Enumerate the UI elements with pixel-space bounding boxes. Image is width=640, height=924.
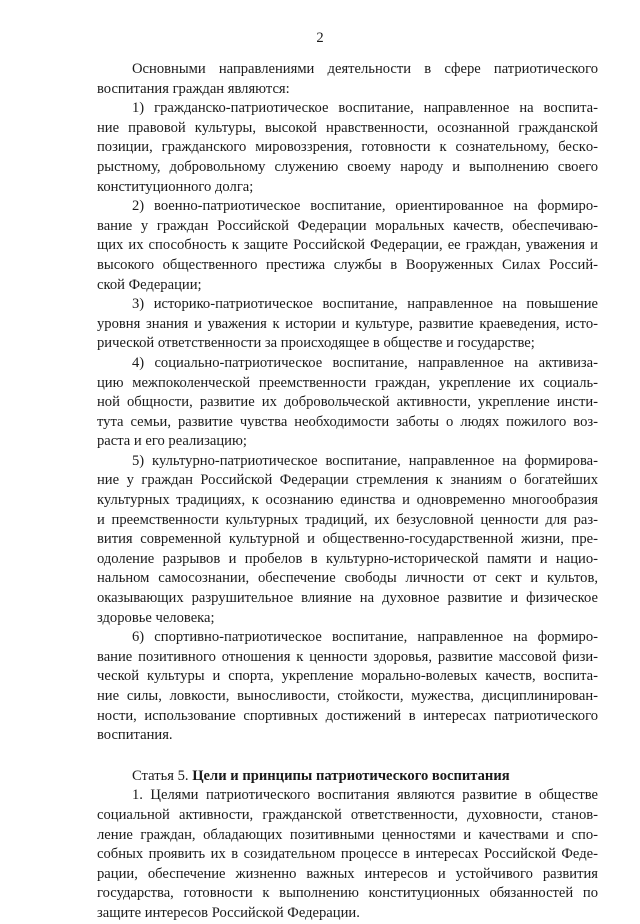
text-line: ние силы, ловкости, выносливости, стойкости, мужества, дисциплинирован-	[97, 688, 598, 704]
text-line: ние у граждан Российской Федерации стремления к знаниям о богатейших	[97, 472, 598, 489]
text-line: тута семьи, развитие чувства необходимости заботы о людях пожилого воз-	[97, 413, 598, 430]
text-line: ной общности, развитие их добровольческой активности, укрепление инсти-	[97, 394, 598, 411]
text-line: 6) спортивно-патриотическое воспитание, направленное на формиро-	[132, 629, 598, 646]
text-line: рыстному, добровольному служению своему народу и выполнению своего	[97, 158, 598, 175]
text-line: высокого общественного престижа службы в Вооруженных Силах Россий-	[97, 256, 598, 273]
text-line: здоровье человека;	[97, 609, 215, 626]
text-line: социальной активности, гражданской ответственности, духовности, станов-	[97, 806, 598, 823]
paragraph	[97, 786, 598, 923]
document-body	[97, 60, 598, 924]
paragraph	[97, 60, 598, 99]
text-line: ление граждан, обладающих позитивными ценностями и качествами и спо-	[97, 826, 598, 843]
text-line: вития современной культурной и общественно-государственной жизни, пре-	[97, 531, 598, 548]
text-line: культурных традициях, к осознанию единства и одновременно многообразия	[97, 492, 598, 509]
text-line: защите интересов Российской Федерации.	[97, 904, 360, 921]
text-line: вание позитивного отношения к ценности здоровья, развитие массовой физи-	[97, 648, 598, 665]
paragraph	[97, 99, 598, 197]
text-line: 2) военно-патриотическое воспитание, ориентированное на формиро-	[132, 198, 598, 215]
text-line: щих их способность к защите Российской Федерации, ее граждан, уважения и	[97, 237, 598, 254]
text-line: ности, использование спортивных достижений в интересах патриотического	[97, 707, 598, 724]
text-line: и преемственности культурных традиций, их безусловной ценности для раз-	[97, 511, 598, 528]
article-paragraph	[97, 786, 598, 923]
text-line: ской Федерации;	[97, 276, 202, 293]
page-number: 2	[316, 30, 324, 46]
text-line: 3) историко-патриотическое воспитание, направленное на повышение	[132, 296, 598, 313]
paragraph	[97, 197, 598, 295]
article-label: Статья 5.	[132, 767, 189, 784]
text-line: Основными направлениями деятельности в сфере патриотического	[132, 61, 598, 77]
text-line: 1) гражданско-патриотическое воспитание, направленное на воспита-	[132, 100, 598, 117]
text-line: 1. Целями патриотического воспитания являются развитие в обществе	[132, 787, 598, 804]
paragraph	[97, 354, 598, 452]
text-line: воспитания.	[97, 727, 173, 744]
section-gap	[97, 746, 598, 767]
text-line: раста и его реализацию;	[97, 433, 247, 450]
text-line: воспитания граждан являются:	[97, 80, 290, 97]
text-line: рации, обеспечение жизненно важных интересов и устойчивого развития	[97, 865, 598, 882]
text-line: 5) культурно-патриотическое воспитание, направленное на формирова-	[132, 452, 598, 469]
paragraph	[97, 452, 598, 628]
text-line: конституционного долга;	[97, 178, 254, 195]
text-line: собных проявить их в созидательном процессе в интересах Российской Феде-	[97, 846, 598, 863]
text-line: уровня знания и уважения к истории и культуре, развитие краеведения, исто-	[97, 315, 598, 332]
text-line: 4) социально-патриотическое воспитание, направленное на активиза-	[132, 354, 598, 371]
text-line: рической ответственности за происходящее в обществе и государстве;	[97, 335, 535, 352]
section-list	[97, 60, 598, 746]
article-heading	[97, 767, 598, 787]
text-line: государства, готовности к выполнению конституционных обязанностей по	[97, 885, 598, 902]
text-line: цию межпоколенческой преемственности граждан, укрепление их социаль-	[97, 374, 598, 391]
article-title: Цели и принципы патриотического воспитания	[192, 767, 510, 784]
paragraph	[97, 295, 598, 354]
text-line: вание у граждан Российской Федерации моральных качеств, обеспечиваю-	[97, 217, 598, 234]
text-line: ние правовой культуры, высокой нравственности, осознанной гражданской	[97, 119, 598, 136]
text-line: оказывающих разрушительное влияние на духовное развитие и физическое	[97, 590, 598, 607]
paragraph	[97, 628, 598, 746]
text-line: одоление разрывов и пробелов в культурно-исторической памяти и нацио-	[97, 550, 598, 567]
text-line: позиции, гражданского мировоззрения, готовности к сознательному, бескo-	[97, 139, 598, 156]
text-line: ческой культуры и спорта, укрепление морально-волевых качеств, воспита-	[97, 668, 598, 685]
text-line: нальном самосознании, обеспечение свободы личности от сект и культов,	[97, 570, 598, 587]
